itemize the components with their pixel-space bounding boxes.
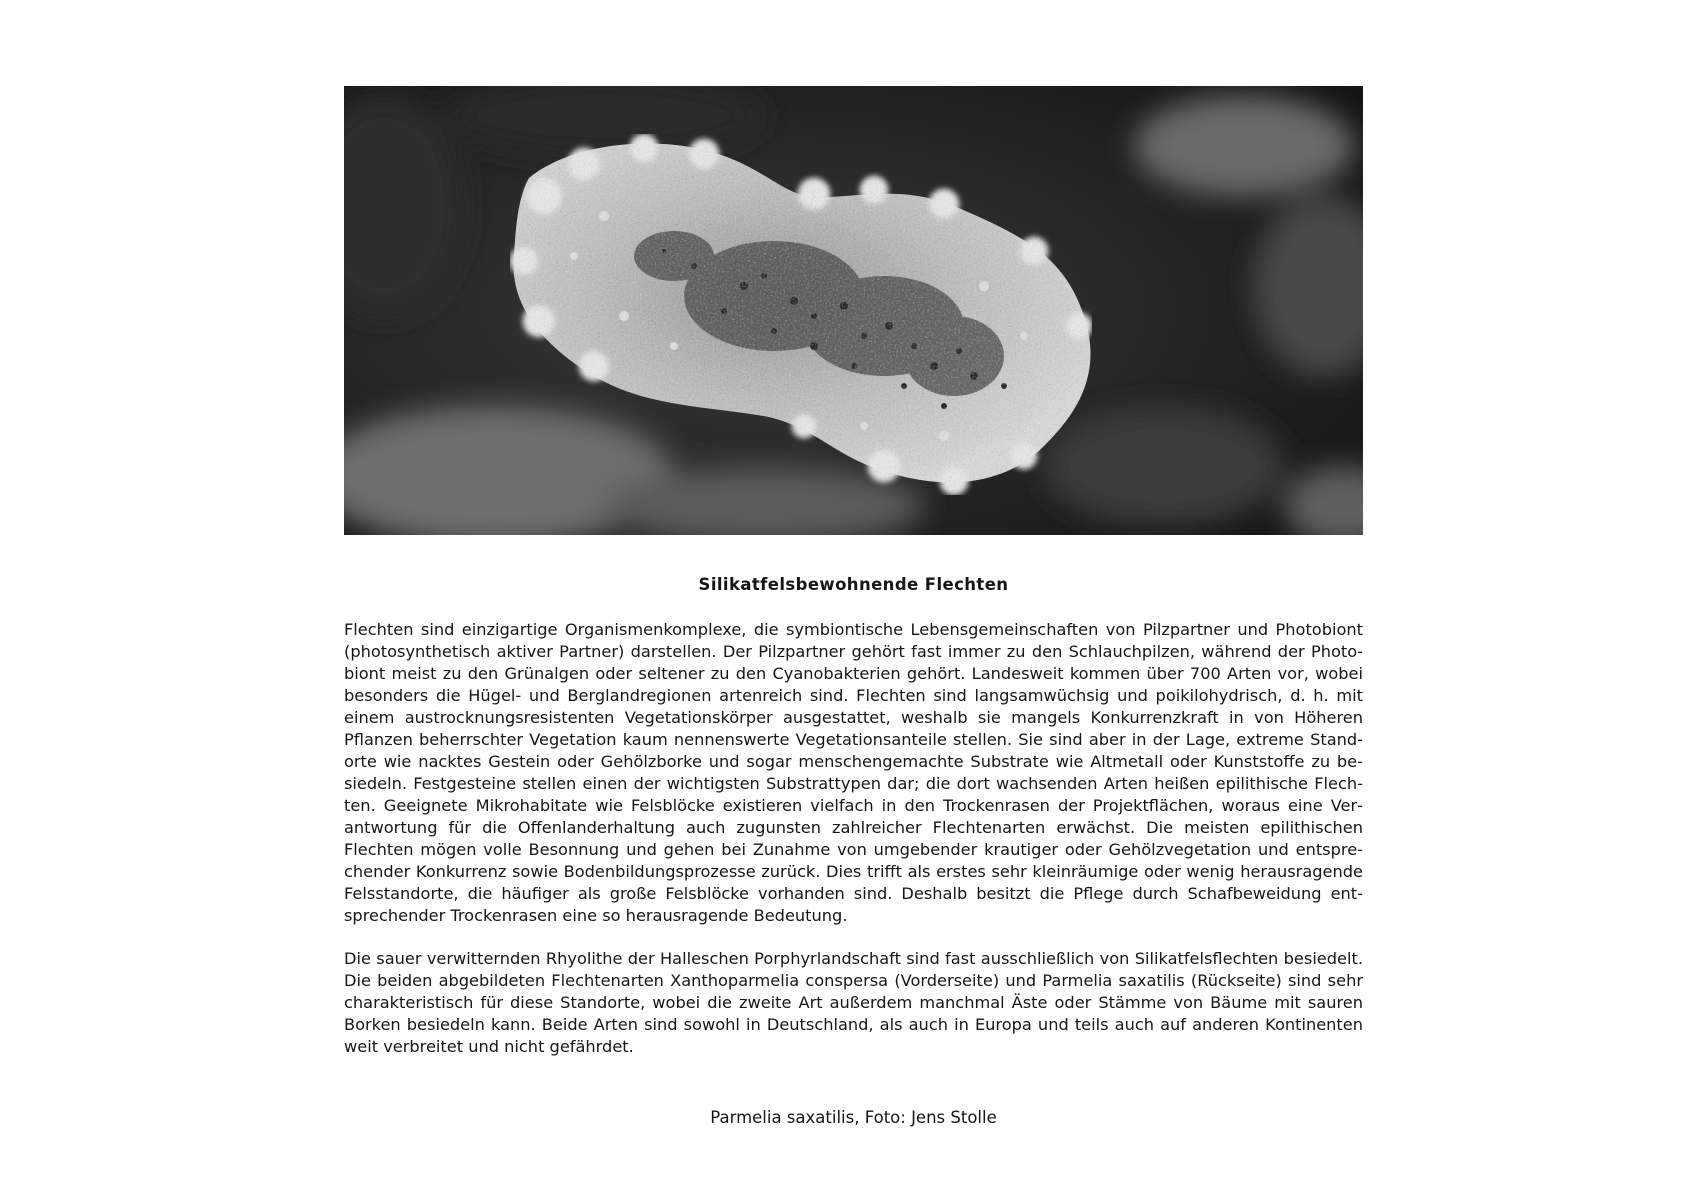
photo-caption: Parmelia saxatilis, Foto: Jens Stolle — [710, 1108, 997, 1127]
article-title: Silikatfelsbewohnende Flechten — [698, 575, 1009, 594]
article-paragraph-2: Die sauer verwitternden Rhyolithe der Halleschen Porphyrlandschaft sind fast ausschließlich von Silikatfelsflechten besiedelt. Die beiden abgebildeten Flechtenarten Xanthoparmelia conspersa (Vorderseite) und Parmelia saxatilis (Rückseite) sind sehr charakteristisch für diese Standorte, wobei die zweite Art außerdem manchmal Äste oder Stämme von Bäume mit sauren Borken besiedeln kann. Beide Arten sind sowohl in Deutschland, als auch in Europa und teils auch auf anderen Kontinenten weit verbreitet und nicht gefährdet. — [344, 949, 1363, 1056]
lichen-illustration — [344, 86, 1363, 535]
article-paragraph-1: Flechten sind einzigartige Organismenkomplexe, die symbiontische Lebensgemeinschaften von Pilzpartner und Photobiont (photosynthetisch aktiver Partner) darstellen. Der Pilzpartner gehört fast immer zu den Schlauchpilzen, während der Photobiont meist zu den Grünalgen oder seltener zu den Cyanobakterien gehört. Landesweit kommen über 700 Arten vor, wobei besonders die Hügel- und Berglandregionen artenreich sind. Flechten sind langsamwüchsig und poikilohydrisch, d. h. mit einem austrocknungsresistenten Vegetationskörper ausgestattet, weshalb sie mangels Konkurrenzkraft in von Höheren Pflanzen beherrschter Vegetation kaum nennenswerte Vegetationsanteile stellen. Sie sind aber in der Lage, extreme Standorte wie nacktes Gestein oder Gehölzborke und sogar menschengemachte Substrate wie Altmetall oder Kunststoffe zu besiedeln. Festgesteine stellen einen der wichtigsten Substrattypen dar; die dort wachsenden Arten heißen epilithische Flechten. Geeignete Mikrohabitate wie Felsblöcke existieren vielfach in den Trockenrasen der Projektflächen, woraus eine Verantwortung für die Offenlanderhaltung auch zugunsten zahlreicher Flechtenarten erwächst. Die meisten epilithischen Flechten mögen volle Besonnung und gehen bei Zunahme von umgebender krautiger oder Gehölzvegetation und entsprechender Konkurrenz sowie Bodenbildungsprozesse zurück. Dies trifft als erstes sehr kleinräumige oder wenig herausragende Felsstandorte, die häufiger als große Felsblöcke vorhanden sind. Deshalb besitzt die Pflege durch Schafbeweidung entsprechender Trockenrasen eine so herausragende Bedeutung. — [344, 620, 1363, 925]
lichen-photo — [344, 86, 1363, 535]
